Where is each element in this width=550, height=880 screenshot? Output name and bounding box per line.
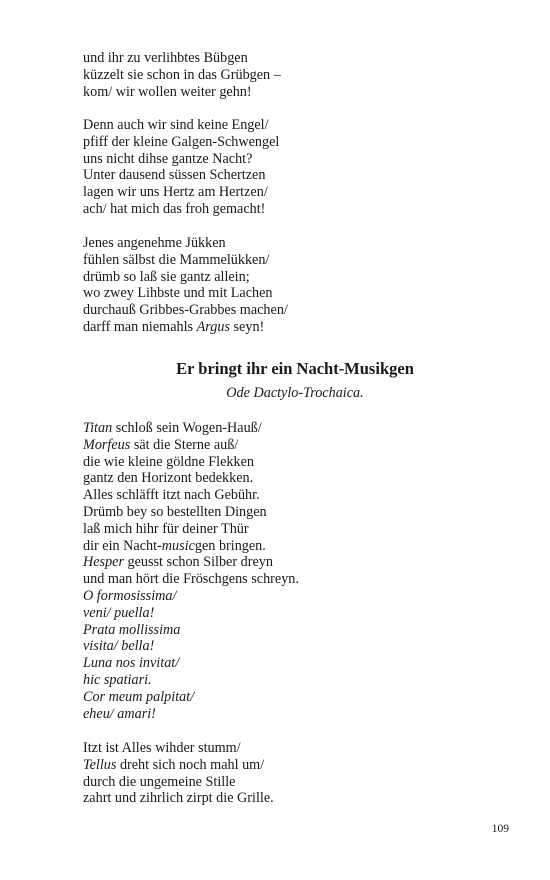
line-text: zahrt und zihrlich zirpt die Grille. bbox=[83, 790, 274, 807]
poem-line bbox=[83, 117, 513, 134]
line-text: schloß sein Wogen-Hauß/ bbox=[112, 420, 262, 436]
line-text: gen bringen. bbox=[194, 537, 266, 554]
poem-line bbox=[83, 689, 513, 706]
line-text: Itzt ist Alles wihder stumm/ bbox=[83, 740, 241, 756]
stanza bbox=[83, 117, 513, 218]
line-text: pfiff der kleine Galgen-Schwengel bbox=[83, 133, 280, 150]
line-text: ach/ hat mich das froh gemacht! bbox=[83, 200, 266, 217]
poem-line bbox=[83, 790, 513, 807]
poem-line bbox=[83, 672, 513, 689]
line-text: darff man niemahls bbox=[83, 318, 197, 335]
italic-text: Cor meum palpitat/ bbox=[83, 688, 195, 705]
poem-line bbox=[83, 605, 513, 622]
poem-line bbox=[83, 588, 513, 605]
line-text: geusst schon Silber dreyn bbox=[123, 554, 273, 571]
line-text: durchauß Gribbes-Grabbes machen/ bbox=[83, 302, 288, 319]
poem-line bbox=[83, 67, 513, 84]
italic-text: Morfeus bbox=[83, 436, 131, 453]
line-text: dreht sich noch mahl um/ bbox=[116, 756, 265, 773]
line-text: dir ein Nacht- bbox=[83, 537, 162, 554]
line-text: laß mich hihr für deiner Thür bbox=[83, 520, 249, 537]
poem-line bbox=[83, 504, 513, 521]
italic-text: visita/ bella! bbox=[83, 638, 155, 655]
poem-line bbox=[83, 201, 513, 218]
line-text: küzzelt sie schon in das Grübgen – bbox=[83, 66, 281, 83]
line-text: und ihr zu verlihbtes Bübgen bbox=[83, 50, 248, 66]
poem-line bbox=[83, 302, 513, 319]
poem-line bbox=[83, 706, 513, 723]
poem-subtitle: Ode Dactylo-Trochaica. bbox=[226, 385, 364, 401]
poem-line bbox=[83, 134, 513, 151]
line-text: Alles schläfft itzt nach Gebühr. bbox=[83, 487, 260, 504]
stanza bbox=[83, 740, 513, 807]
poem-line bbox=[83, 269, 513, 286]
poem-line bbox=[83, 571, 513, 588]
italic-text: veni/ puella! bbox=[83, 604, 155, 621]
poem-line bbox=[83, 487, 513, 504]
italic-text: Luna nos invitat/ bbox=[83, 655, 180, 672]
poem-line bbox=[83, 470, 513, 487]
line-text: gantz den Horizont bedekken. bbox=[83, 470, 254, 487]
stanza bbox=[83, 420, 513, 722]
line-text: sät die Sterne auß/ bbox=[130, 436, 239, 453]
italic-text: Tellus bbox=[83, 756, 117, 773]
line-text: die wie kleine göldne Flekken bbox=[83, 453, 254, 470]
line-text: kom/ wir wollen weiter gehn! bbox=[83, 83, 252, 100]
poem-line bbox=[83, 84, 513, 101]
poem-line bbox=[83, 554, 513, 571]
poem-line bbox=[83, 235, 513, 252]
poem-line bbox=[83, 437, 513, 454]
poem-line bbox=[83, 184, 513, 201]
poem-line bbox=[83, 757, 513, 774]
poem-line bbox=[83, 167, 513, 184]
line-text: wo zwey Lihbste und mit Lachen bbox=[83, 285, 273, 302]
line-text: lagen wir uns Hertz am Hertzen/ bbox=[83, 184, 268, 201]
page-number: 109 bbox=[491, 823, 509, 835]
italic-text: eheu/ amari! bbox=[83, 705, 156, 722]
poem-line bbox=[83, 454, 513, 471]
poem-line bbox=[83, 420, 513, 437]
line-text: uns nicht dihse gantze Nacht? bbox=[83, 150, 253, 167]
poem-line bbox=[83, 285, 513, 302]
poem-title: Er bringt ihr ein Nacht-Musikgen bbox=[176, 359, 414, 378]
line-text: seyn! bbox=[229, 318, 265, 335]
italic-text: hic spatiari. bbox=[83, 671, 152, 688]
italic-text: music bbox=[161, 537, 195, 554]
poem-line bbox=[83, 521, 513, 538]
italic-text: Titan bbox=[83, 420, 113, 436]
italic-text: Hesper bbox=[83, 554, 124, 571]
italic-text: Prata mollissima bbox=[83, 621, 181, 638]
poem-line bbox=[83, 252, 513, 269]
poem-line bbox=[83, 740, 513, 757]
poem-line bbox=[83, 638, 513, 655]
line-text: fühlen sälbst die Mammelükken/ bbox=[83, 251, 270, 268]
line-text: Jenes angenehme Jükken bbox=[83, 235, 226, 251]
stanza bbox=[83, 235, 513, 336]
italic-text: Argus bbox=[196, 318, 230, 335]
poem-line bbox=[83, 319, 513, 336]
poem-line bbox=[83, 622, 513, 639]
line-text: durch die ungemeine Stille bbox=[83, 773, 236, 790]
line-text: drümb so laß sie gantz allein; bbox=[83, 268, 250, 285]
poem-line bbox=[83, 774, 513, 791]
poem-line bbox=[83, 538, 513, 555]
line-text: Denn auch wir sind keine Engel/ bbox=[83, 117, 269, 133]
poem-line bbox=[83, 151, 513, 168]
poem-line bbox=[83, 50, 513, 67]
italic-text: O formosissima/ bbox=[83, 587, 177, 604]
stanza bbox=[83, 50, 513, 100]
poem-line bbox=[83, 655, 513, 672]
line-text: Drümb bey so bestellten Dingen bbox=[83, 503, 267, 520]
line-text: Unter dausend süssen Schertzen bbox=[83, 167, 266, 184]
line-text: und man hört die Fröschgens schreyn. bbox=[83, 571, 299, 588]
